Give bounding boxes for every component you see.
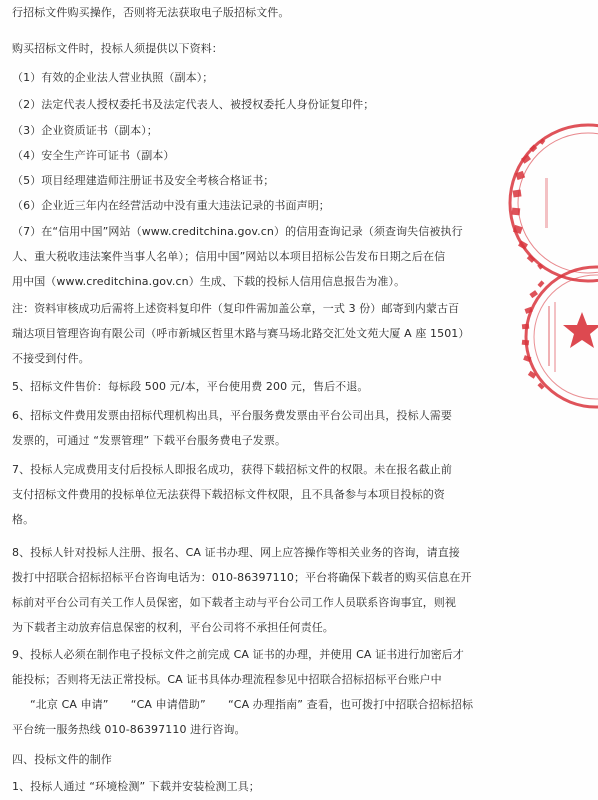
- text-line: （1）有效的企业法人营业执照（副本）；: [12, 71, 214, 84]
- text-line: 用中国（www.creditchina.gov.cn）生成、下载的投标人信用信息报告为准）。: [12, 275, 406, 288]
- text-line: 发票的，可通过 “发票管理” 下载平台服务费电子发票。: [12, 434, 287, 447]
- text-line: （3）企业资质证书（副本）；: [12, 124, 158, 137]
- text-line: （5）项目经理建造师注册证书及安全考核合格证书；: [12, 174, 275, 187]
- text-line: 购买招标文件时，投标人须提供以下资料：: [12, 42, 223, 55]
- text-line: 标前对平台公司有关工作人员保密，如下载者主动与平台公司工作人员联系咨询事宜，则视: [12, 596, 456, 609]
- text-line: 7、投标人完成费用支付后投标人即报名成功，获得下载招标文件的权限。未在报名截止前: [12, 463, 452, 476]
- text-line: 格。: [12, 513, 35, 526]
- text-line: 9、投标人必须在制作电子投标文件之前完成 CA 证书的办理，并使用 CA 证书进行加密后才: [12, 648, 464, 661]
- text-line: 6、招标文件费用发票由招标代理机构出具，平台服务费发票由平台公司出具，投标人需要: [12, 409, 452, 422]
- text-line: 注：资料审核成功后需将上述资料复印件（复印件需加盖公章，一式 3 份）邮寄到内蒙古百: [12, 302, 460, 315]
- text-line: 拨打中招联合招标招标平台咨询电话为：010-86397110；平台将确保下载者的购买信息在开: [12, 571, 472, 584]
- text-line: 1、投标人通过 “环境检测” 下载并安装检测工具；: [12, 780, 260, 793]
- text-line: （7）在“信用中国”网站（www.creditchina.gov.cn）的信用查询记录（须查询失信被执行: [12, 225, 463, 238]
- text-line: 为下载者主动放弃信息保密的权利，平台公司将不承担任何责任。: [12, 621, 334, 634]
- text-line: 不接受到付件。: [12, 352, 90, 365]
- text-line: 人、重大税收违法案件当事人名单）；信用中国”网站以本项目招标公告发布日期之后在信: [12, 250, 446, 263]
- text-line: “北京 CA 申请” “CA 申请借助” “CA 办理指南” 查看，也可拨打中招联合招标招标: [30, 698, 474, 711]
- text-line: （2）法定代表人授权委托书及法定代表人、被授权委托人身份证复印件；: [12, 98, 375, 111]
- text-line: 5、招标文件售价：每标段 500 元/本，平台使用费 200 元，售后不退。: [12, 380, 369, 393]
- star-seal-bottom: [508, 262, 598, 412]
- text-line: 能投标；否则将无法正常投标。CA 证书具体办理流程参见中招联合招标招标平台账户中: [12, 673, 442, 686]
- text-line: 瑞达项目管理咨询有限公司（呼市新城区哲里木路与赛马场北路交汇处文苑大厦 A 座 1501）: [12, 327, 470, 340]
- text-line: 行招标文件购买操作，否则将无法获取电子版招标文件。: [12, 6, 290, 19]
- text-line: 平台统一服务热线 010-86397110 进行咨询。: [12, 723, 246, 736]
- text-line: 8、投标人针对投标人注册、报名、CA 证书办理、网上应答操作等相关业务的咨询，请直接: [12, 546, 460, 559]
- section-heading: 四、投标文件的制作: [12, 753, 112, 766]
- text-line: 支付招标文件费用的投标单位无法获得下载招标文件权限，且不具备参与本项目投标的资: [12, 488, 445, 501]
- text-line: （4）安全生产许可证书（副本）: [12, 149, 175, 162]
- text-line: （6）企业近三年内在经营活动中没有重大违法记录的书面声明；: [12, 199, 330, 212]
